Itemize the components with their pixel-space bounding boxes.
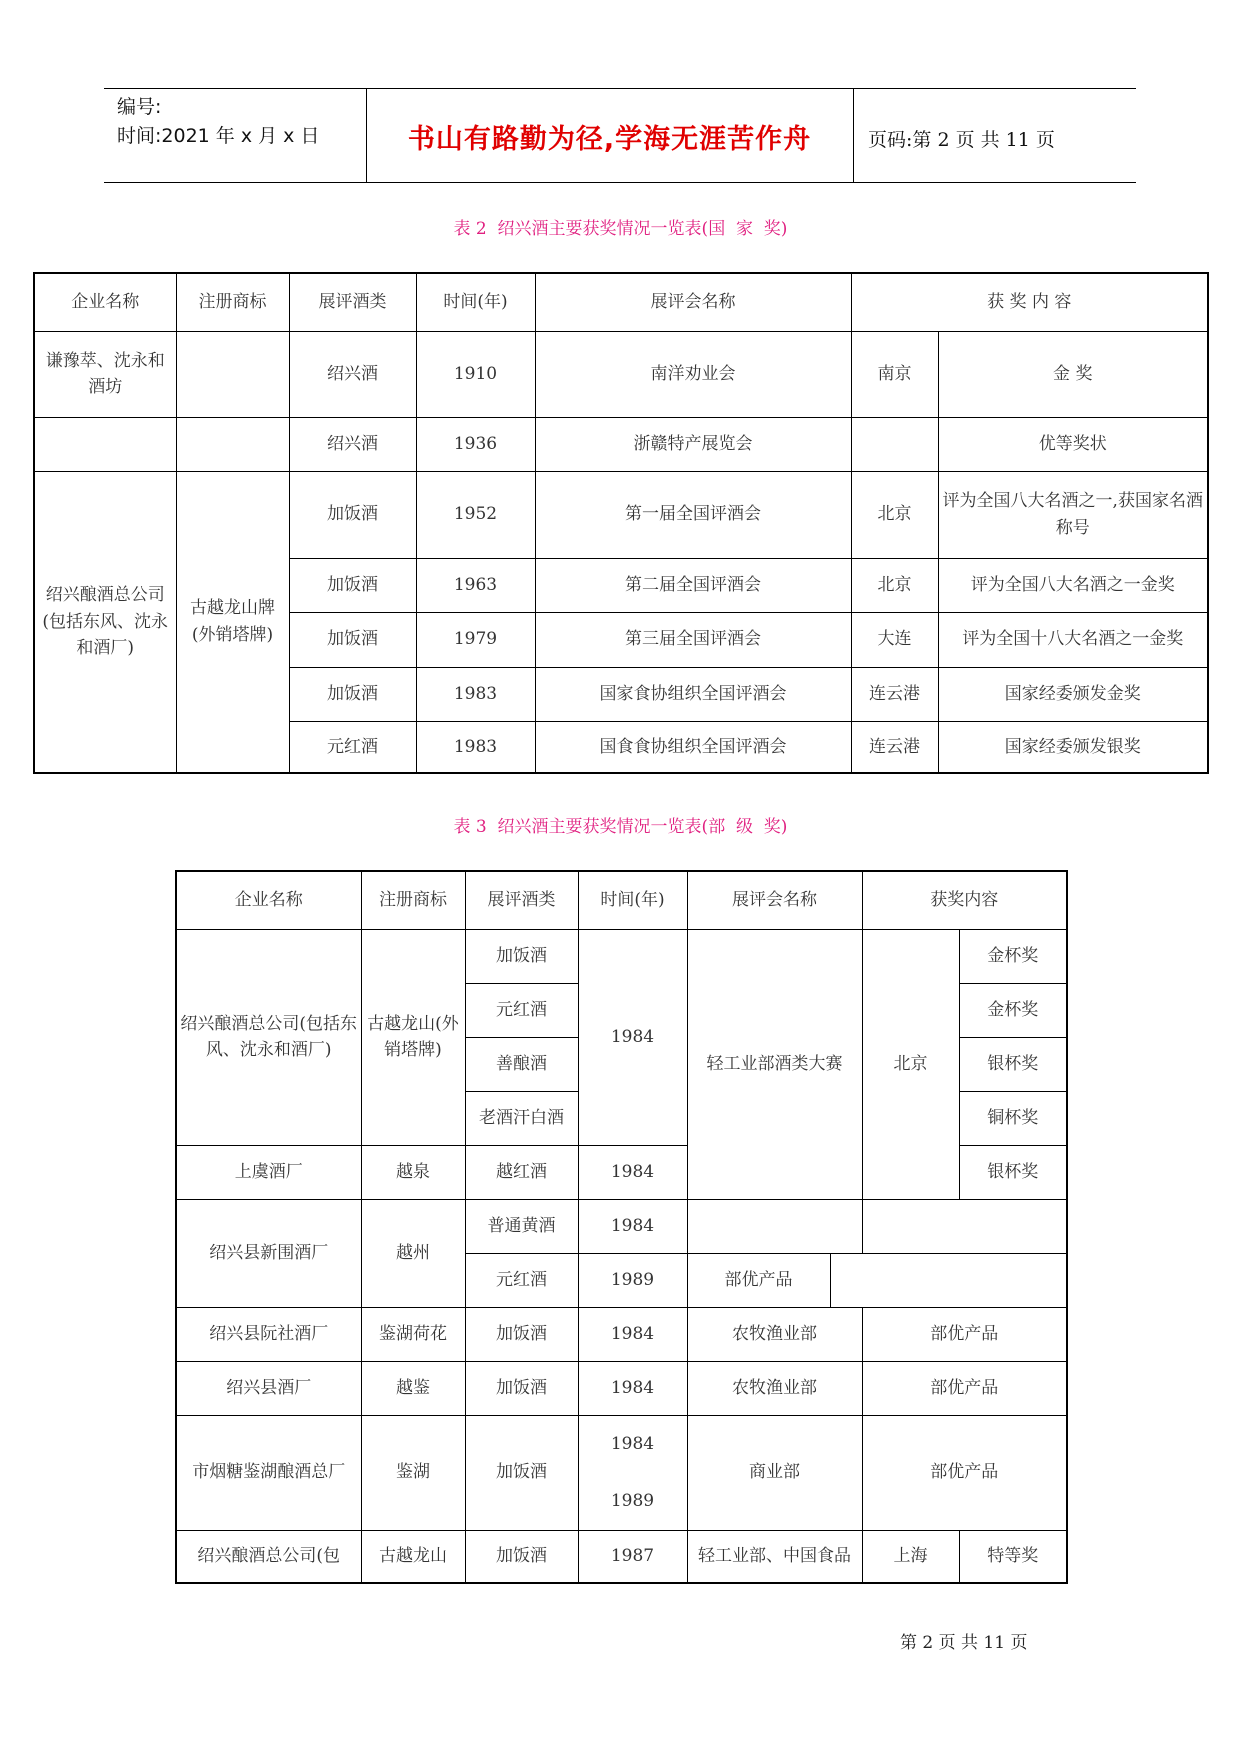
table2-cell-place: 连云港 xyxy=(851,721,938,773)
table2-cell-type: 加饭酒 xyxy=(289,667,416,721)
table3-cell-event-empty xyxy=(687,1199,862,1253)
table3-cell-year: 1989 xyxy=(578,1253,687,1307)
table2-header-type: 展评酒类 xyxy=(289,273,416,331)
table2-cell-brand xyxy=(176,331,289,417)
table3-cell-type: 越红酒 xyxy=(465,1145,578,1199)
table2-cell-place: 北京 xyxy=(851,471,938,558)
table3-cell-company: 市烟糖鉴湖酿酒总厂 xyxy=(176,1415,361,1530)
table3-cell-type: 加饭酒 xyxy=(465,1415,578,1530)
table3-cell-place: 上海 xyxy=(862,1530,959,1583)
table2-cell-type: 加饭酒 xyxy=(289,612,416,667)
time-label: 时间:2021 年 x 月 x 日 xyxy=(117,125,320,147)
table3-cell-event: 轻工业部、中国食品 xyxy=(687,1530,862,1583)
header-divider-right xyxy=(853,88,854,183)
table3-g1-company: 绍兴酿酒总公司(包括东风、沈永和酒厂) xyxy=(176,929,361,1145)
table-row xyxy=(34,331,1208,417)
table3-cell-company: 绍兴县新围酒厂 xyxy=(176,1199,361,1307)
table2-cell-place: 连云港 xyxy=(851,667,938,721)
table2-header-company: 企业名称 xyxy=(34,273,176,331)
table3-cell-years xyxy=(578,1415,687,1530)
table3-header-award: 获奖内容 xyxy=(862,871,1067,929)
table3-cell-company: 绍兴县阮社酒厂 xyxy=(176,1307,361,1361)
table2-cell-type: 加饭酒 xyxy=(289,471,416,558)
table2-cell-award: 评为全国十八大名酒之一金奖 xyxy=(938,612,1208,667)
table3-cell-year-1: 1984 xyxy=(610,1434,655,1455)
table2-caption: 表 2 绍兴酒主要获奖情况一览表(国 家 奖) xyxy=(453,219,788,239)
table3-cell-brand: 越鉴 xyxy=(361,1361,465,1415)
table3-cell-type: 老酒汗白酒 xyxy=(465,1091,578,1145)
table-row xyxy=(176,1361,1067,1415)
table2-cell-award: 评为全国八大名酒之一,获国家名酒称号 xyxy=(938,471,1208,558)
table3-cell-year: 1984 xyxy=(578,1199,687,1253)
table3-cell-brand: 鉴湖荷花 xyxy=(361,1307,465,1361)
table3-cell-type: 善酿酒 xyxy=(465,1037,578,1091)
table3-g1-place: 北京 xyxy=(862,929,959,1199)
table3-cell-type: 加饭酒 xyxy=(465,1530,578,1583)
table2-cell-event: 南洋劝业会 xyxy=(535,331,851,417)
table2-cell-event: 第三届全国评酒会 xyxy=(535,612,851,667)
table2-group-brand: 古越龙山牌(外销塔牌) xyxy=(176,471,289,773)
table3-cell-type: 元红酒 xyxy=(465,983,578,1037)
table3-header-company: 企业名称 xyxy=(176,871,361,929)
table3-cell-award-empty xyxy=(862,1199,1067,1253)
table-row xyxy=(176,1307,1067,1361)
table2-cell-place: 北京 xyxy=(851,558,938,612)
header-slogan: 书山有路勤为径,学海无涯苦作舟 xyxy=(407,124,812,155)
table2-header-row xyxy=(34,273,1208,331)
page-footer: 第 2 页 共 11 页 xyxy=(900,1633,1028,1653)
table3-cell-award: 金杯奖 xyxy=(959,983,1067,1037)
table2-cell-event: 浙赣特产展览会 xyxy=(535,417,851,471)
table3-cell-brand: 越州 xyxy=(361,1199,465,1307)
table2-cell-year: 1963 xyxy=(416,558,535,612)
serial-label: 编号: xyxy=(117,96,162,118)
table2-header-year: 时间(年) xyxy=(416,273,535,331)
table3-cell-brand: 越泉 xyxy=(361,1145,465,1199)
table3-g1-brand: 古越龙山(外销塔牌) xyxy=(361,929,465,1145)
table-row xyxy=(176,1530,1067,1583)
table2-cell-award: 评为全国八大名酒之一金奖 xyxy=(938,558,1208,612)
table2-cell-event: 国食食协组织全国评酒会 xyxy=(535,721,851,773)
table2-cell-year: 1910 xyxy=(416,331,535,417)
table-row xyxy=(176,1199,1067,1253)
table2-group-company: 绍兴酿酒总公司(包括东风、沈永和酒厂) xyxy=(34,471,176,773)
header-page-info: 页码:第 2 页 共 11 页 xyxy=(868,129,1055,151)
table2-header-event: 展评会名称 xyxy=(535,273,851,331)
table3-header-event: 展评会名称 xyxy=(687,871,862,929)
table3-cell-event: 商业部 xyxy=(687,1415,862,1530)
table3-ministry-awards xyxy=(175,870,1068,1584)
table2-cell-year: 1979 xyxy=(416,612,535,667)
table2-cell-place: 南京 xyxy=(851,331,938,417)
table3-cell-award: 金杯奖 xyxy=(959,929,1067,983)
table3-cell-award: 银杯奖 xyxy=(959,1037,1067,1091)
table3-cell-type: 加饭酒 xyxy=(465,929,578,983)
table3-cell-year: 1984 xyxy=(578,1145,687,1199)
table2-cell-type: 绍兴酒 xyxy=(289,331,416,417)
table3-cell-year: 1987 xyxy=(578,1530,687,1583)
table2-cell-brand xyxy=(176,417,289,471)
table3-cell-type: 普通黄酒 xyxy=(465,1199,578,1253)
table3-cell-year: 1984 xyxy=(578,1361,687,1415)
table2-cell-award: 国家经委颁发银奖 xyxy=(938,721,1208,773)
table2-cell-year: 1936 xyxy=(416,417,535,471)
header-top-rule xyxy=(104,88,1136,89)
table3-cell-type: 加饭酒 xyxy=(465,1307,578,1361)
table3-header-year: 时间(年) xyxy=(578,871,687,929)
table3-cell-brand: 鉴湖 xyxy=(361,1415,465,1530)
table2-cell-place: 大连 xyxy=(851,612,938,667)
table-row xyxy=(176,929,1067,983)
table3-cell-event: 农牧渔业部 xyxy=(687,1361,862,1415)
table2-header-brand: 注册商标 xyxy=(176,273,289,331)
table3-g1-year: 1984 xyxy=(578,929,687,1145)
table-row xyxy=(34,471,1208,558)
table3-caption: 表 3 绍兴酒主要获奖情况一览表(部 级 奖) xyxy=(453,817,788,837)
table2-cell-year: 1983 xyxy=(416,667,535,721)
table3-cell-award: 部优产品 xyxy=(862,1307,1067,1361)
table2-cell-year: 1952 xyxy=(416,471,535,558)
table2-cell-type: 加饭酒 xyxy=(289,558,416,612)
table2-cell-place xyxy=(851,417,938,471)
table3-cell-event: 农牧渔业部 xyxy=(687,1307,862,1361)
table3-cell-award: 铜杯奖 xyxy=(959,1091,1067,1145)
table3-cell-award: 部优产品 xyxy=(862,1361,1067,1415)
table2-cell-event: 第一届全国评酒会 xyxy=(535,471,851,558)
table3-cell-event: 部优产品 xyxy=(687,1253,830,1307)
table3-cell-brand: 古越龙山 xyxy=(361,1530,465,1583)
table2-header-award: 获 奖 内 容 xyxy=(851,273,1208,331)
table3-cell-company: 上虞酒厂 xyxy=(176,1145,361,1199)
table3-cell-year: 1984 xyxy=(578,1307,687,1361)
table2-cell-event: 第二届全国评酒会 xyxy=(535,558,851,612)
table2-cell-award: 国家经委颁发金奖 xyxy=(938,667,1208,721)
table3-g1-event: 轻工业部酒类大赛 xyxy=(687,929,862,1199)
table2-cell-award: 优等奖状 xyxy=(938,417,1208,471)
table3-cell-award: 特等奖 xyxy=(959,1530,1067,1583)
table3-header-brand: 注册商标 xyxy=(361,871,465,929)
table3-header-row xyxy=(176,871,1067,929)
table2-cell-company xyxy=(34,417,176,471)
table3-cell-type: 元红酒 xyxy=(465,1253,578,1307)
table2-cell-event: 国家食协组织全国评酒会 xyxy=(535,667,851,721)
table3-cell-type: 加饭酒 xyxy=(465,1361,578,1415)
header-bottom-rule xyxy=(104,182,1136,183)
table2-cell-type: 绍兴酒 xyxy=(289,417,416,471)
table3-cell-company: 绍兴酿酒总公司(包 xyxy=(176,1530,361,1583)
table3-cell-company: 绍兴县酒厂 xyxy=(176,1361,361,1415)
table3-header-type: 展评酒类 xyxy=(465,871,578,929)
table2-national-awards xyxy=(33,272,1209,774)
table3-cell-award: 银杯奖 xyxy=(959,1145,1067,1199)
table3-cell-award: 部优产品 xyxy=(862,1415,1067,1530)
table2-cell-year: 1983 xyxy=(416,721,535,773)
table-row xyxy=(176,1415,1067,1530)
table-row xyxy=(34,417,1208,471)
table3-cell-year-2: 1989 xyxy=(610,1490,655,1511)
table2-cell-type: 元红酒 xyxy=(289,721,416,773)
table2-cell-award: 金 奖 xyxy=(938,331,1208,417)
table3-cell-award-empty xyxy=(830,1253,1067,1307)
table2-cell-company: 谦豫萃、沈永和酒坊 xyxy=(34,331,176,417)
